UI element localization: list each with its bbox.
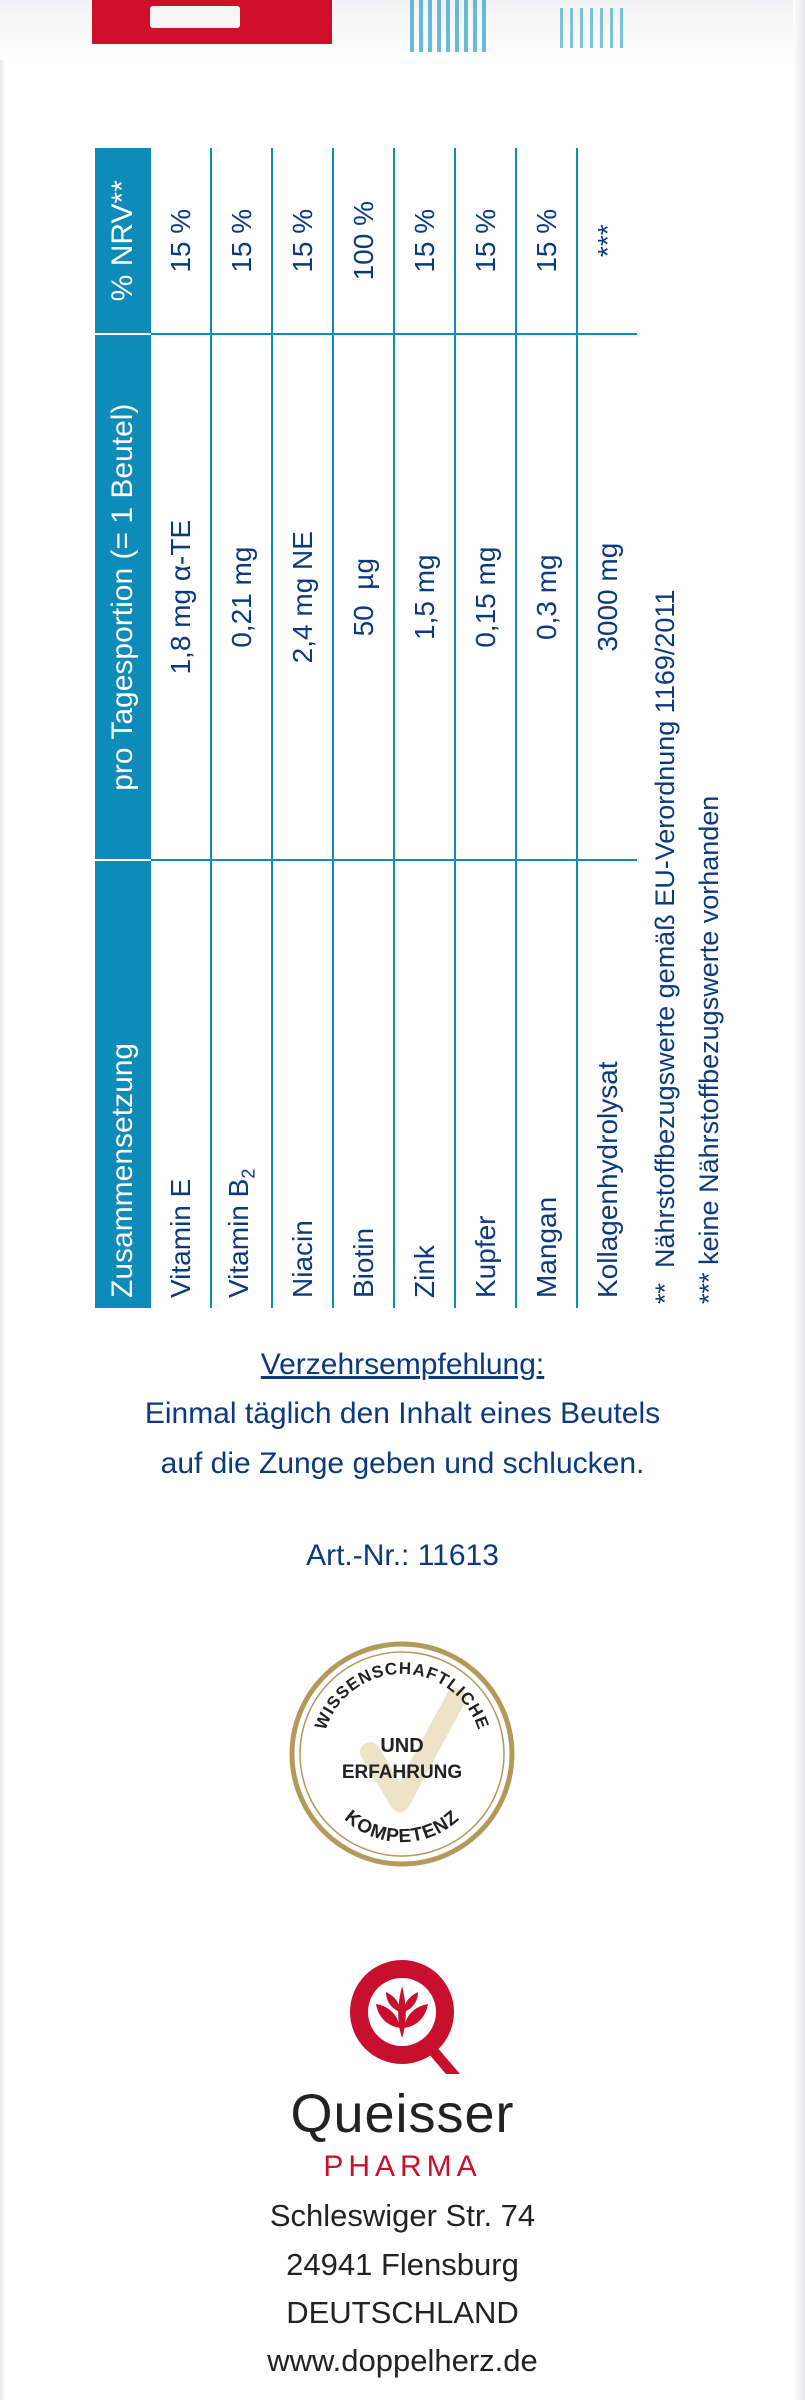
nutrient-nrv: 15 % xyxy=(151,148,211,334)
nutrient-amount: 1,5 mg xyxy=(394,334,455,859)
nutrient-amount: 2,4 mg NE xyxy=(272,334,333,859)
nutrition-table-panel xyxy=(95,148,724,1308)
table-row xyxy=(394,148,455,1308)
top-blue-lettering-2 xyxy=(560,8,630,48)
header-daily-portion: pro Tagesportion (= 1 Beutel) xyxy=(95,334,151,859)
seal-arc-top-text: WISSENSCHAFTLICHE xyxy=(311,1658,493,1733)
usage-instruction-line-1: Einmal täglich den Inhalt eines Beutels xyxy=(144,1397,661,1430)
website-link[interactable]: www.doppelherz.de xyxy=(267,2343,538,2378)
top-packaging-strip xyxy=(0,0,805,60)
address-country: DEUTSCHLAND xyxy=(286,2295,519,2330)
top-white-label xyxy=(150,6,240,28)
nutrient-amount: 0,15 mg xyxy=(455,334,516,859)
nutrition-table xyxy=(95,148,637,1308)
top-blue-lettering xyxy=(410,0,490,52)
seal-middle-1: UND xyxy=(380,1735,424,1757)
table-row xyxy=(272,148,333,1308)
brand-name: Queisser xyxy=(290,2084,515,2144)
usage-instruction-line-2: auf die Zunge geben und schlucken. xyxy=(160,1447,645,1480)
table-row xyxy=(151,148,211,1308)
nutrient-amount: 50 µg xyxy=(333,334,394,859)
table-row xyxy=(211,148,272,1308)
nutrient-name: Kupfer xyxy=(455,860,516,1308)
competence-seal xyxy=(288,1640,516,1868)
nutrient-nrv: *** xyxy=(577,148,637,334)
nutrient-name: Vitamin $B_2$ xyxy=(211,860,272,1308)
nutrient-nrv: 15 % xyxy=(272,148,333,334)
table-row xyxy=(455,148,516,1308)
usage-heading: Verzehrsempfehlung: xyxy=(260,1348,545,1381)
table-row xyxy=(577,148,637,1308)
table-row xyxy=(516,148,577,1308)
header-composition: Zusammensetzung xyxy=(95,860,151,1308)
seal-arc-bottom-text: KOMPETENZ xyxy=(340,1806,464,1848)
address-street: Schleswiger Str. 74 xyxy=(269,2198,536,2233)
footnote-no-nrv: *** keine Nährstoffbezugswerte vorhanden xyxy=(694,795,724,1304)
nutrient-nrv: 15 % xyxy=(455,148,516,334)
nutrient-amount: 1,8 mg α-TE xyxy=(151,334,211,859)
article-number: Art.-Nr.: 11613 xyxy=(306,1539,499,1572)
nutrient-nrv: 15 % xyxy=(211,148,272,334)
nutrient-name: Zink xyxy=(394,860,455,1308)
footnote-nrv: ** Nährstoffbezugswerte gemäß EU-Verordnung 1169/2011 xyxy=(650,589,680,1304)
table-header-row xyxy=(95,148,151,1308)
nutrient-name: Biotin xyxy=(333,860,394,1308)
table-footnotes xyxy=(643,148,731,1308)
nutrient-amount: 0,21 mg xyxy=(211,334,272,859)
brand-subtitle: PHARMA xyxy=(323,2150,482,2183)
nutrient-name: Mangan xyxy=(516,860,577,1308)
seal-middle-2: ERFAHRUNG xyxy=(341,1762,463,1783)
header-nrv: % NRV** xyxy=(95,148,151,334)
box-left-edge xyxy=(0,0,6,2400)
nutrient-nrv: 15 % xyxy=(516,148,577,334)
table-row xyxy=(333,148,394,1308)
nutrient-name: Niacin xyxy=(272,860,333,1308)
nutrient-name: Vitamin E xyxy=(151,860,211,1308)
address-city: 24941 Flensburg xyxy=(286,2247,519,2282)
nutrient-amount: 3000 mg xyxy=(577,334,637,859)
queisser-logo-icon xyxy=(336,1950,468,2082)
nutrient-nrv: 100 % xyxy=(333,148,394,334)
nutrient-name: Kollagenhydrolysat xyxy=(591,1061,623,1298)
nutrient-amount: 0,3 mg xyxy=(516,334,577,859)
box-right-edge xyxy=(793,0,805,2400)
nutrient-nrv: 15 % xyxy=(394,148,455,334)
